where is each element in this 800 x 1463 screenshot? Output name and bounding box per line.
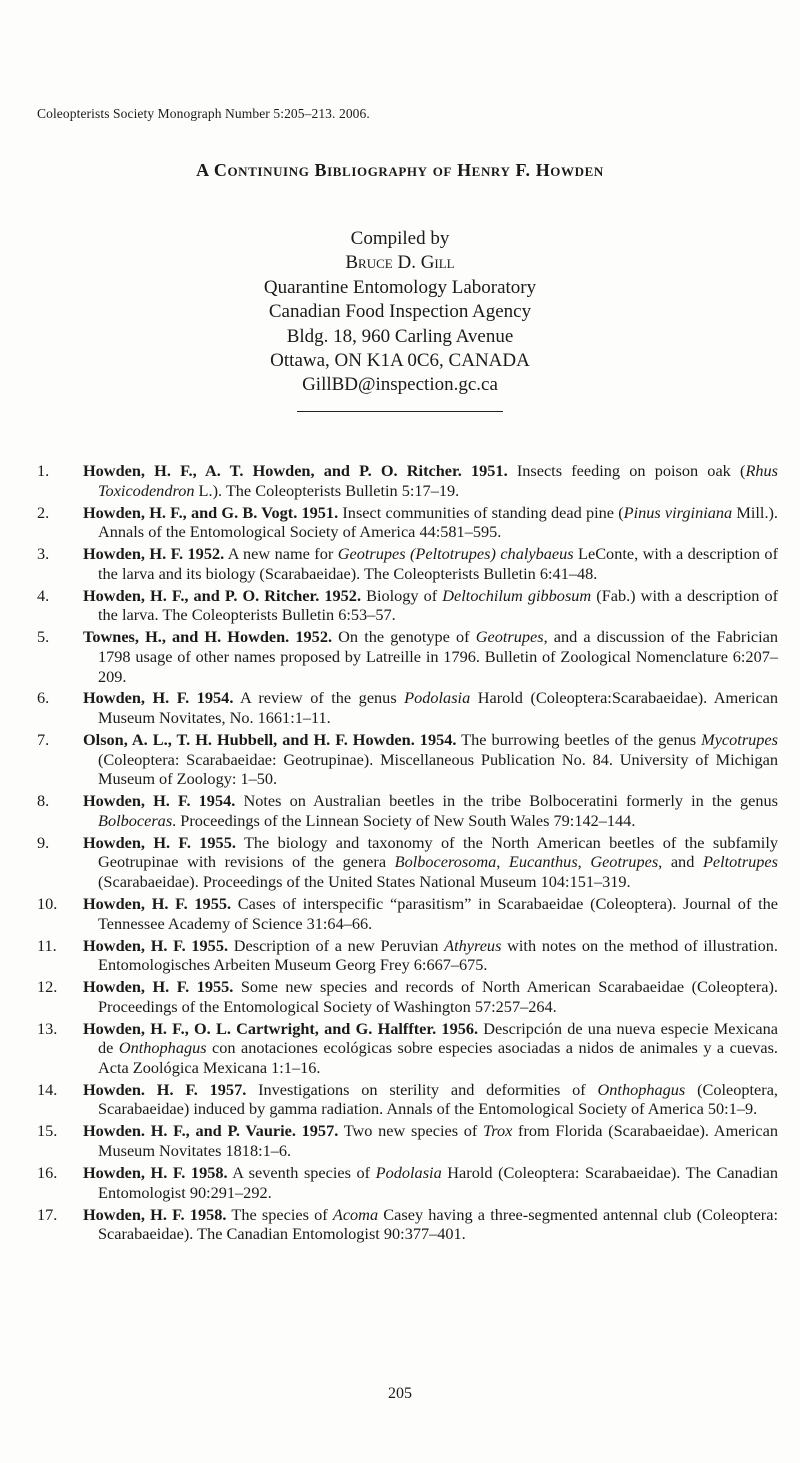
reference-number: 12. — [37, 977, 58, 997]
reference-authors-year: Howden, H. F., and G. B. Vogt. 1951. — [83, 502, 339, 522]
reference-text — [83, 977, 778, 1016]
reference-segment: Insects feeding on poison oak ( — [507, 461, 746, 480]
reference-segment: (Fab.) with a description of the larva. The Coleopterists Bulletin 6:53–57. — [98, 585, 779, 625]
reference-segment: The burrowing beetles of the genus — [456, 730, 702, 750]
reference-segment: , and a discussion of the Fabrician 1798 usage of other names proposed by Latreille in 1796. Bulletin of Zoological Nomenclature 6:207–209. — [98, 627, 778, 686]
reference-authors-year: Howden, H. F. 1958. — [83, 1163, 228, 1183]
reference-segment: Cases of interspecific “parasitism” in Scarabaeidae (Coleoptera). Journal of the Tennessee Academy of Science 31:64–66. — [98, 893, 778, 933]
reference-segment: Descripción de una nueva especie Mexicana de — [98, 1018, 778, 1058]
reference-segment: (Coleoptera, Scarabaeidae) induced by gamma radiation. Annals of the Entomological Society of America 50:1–9. — [98, 1079, 778, 1119]
reference-segment: , — [496, 852, 509, 872]
reference-segment: from Florida (Scarabaeidae). American Museum Novitates 1818:1–6. — [98, 1121, 778, 1161]
compiler-block — [0, 227, 800, 398]
reference-segment: The species of — [226, 1204, 333, 1224]
page-number: 205 — [388, 1385, 412, 1402]
reference-entry — [0, 791, 800, 830]
reference-authors-year: Olson, A. L., T. H. Hubbell, and H. F. Howden. 1954. — [83, 730, 457, 750]
reference-segment: A new name for — [224, 544, 338, 564]
reference-number: 11. — [37, 935, 57, 955]
reference-number: 9. — [37, 832, 50, 852]
reference-authors-year: Townes, H., and H. Howden. 1952. — [83, 627, 333, 647]
reference-segment: Investigations on sterility and deformities of — [246, 1079, 598, 1099]
reference-entry — [0, 936, 800, 975]
article-title: A Continuing Bibliography of Henry F. Howden — [196, 160, 604, 180]
reference-segment: . Proceedings of the Linnean Society of New South Wales 79:142–144. — [172, 810, 636, 830]
reference-text — [83, 833, 778, 892]
taxon-name: Podolasia — [375, 1163, 442, 1183]
reference-number: 15. — [37, 1121, 58, 1141]
reference-entry — [0, 894, 800, 933]
reference-text — [83, 461, 778, 500]
reference-text — [83, 1019, 778, 1078]
reference-text — [83, 730, 778, 789]
email-address: GillBD@inspection.gc.ca — [302, 374, 498, 396]
reference-entry — [0, 977, 800, 1016]
reference-segment: , and — [658, 852, 703, 872]
reference-segment: Description of a new Peruvian — [228, 935, 445, 955]
affiliation-line: Canadian Food Inspection Agency — [268, 301, 532, 323]
reference-number: 17. — [37, 1204, 58, 1224]
address-line: Bldg. 18, 960 Carling Avenue — [286, 325, 514, 347]
reference-text — [83, 586, 778, 625]
reference-number: 4. — [37, 585, 50, 605]
reference-authors-year: Howden, H. F. 1955. — [83, 832, 236, 852]
reference-authors-year: Howden, H. F., and P. O. Ritcher. 1952. — [83, 585, 362, 605]
taxon-name: Geotrupes — [475, 627, 544, 647]
taxon-name: Mycotrupes — [701, 730, 778, 750]
reference-authors-year: Howden. H. F. 1957. — [83, 1079, 247, 1099]
reference-authors-year: Howden, H. F. 1954. — [83, 791, 236, 811]
reference-text — [83, 627, 778, 686]
reference-number: 2. — [37, 502, 50, 522]
reference-segment: Some new species and records of North American Scarabaeidae (Coleoptera). Proceedings of the Entomological Society of Washington 57:257–264. — [98, 977, 778, 1016]
taxon-name: Onthophagus — [118, 1038, 207, 1058]
reference-authors-year: Howden, H. F. 1955. — [83, 935, 229, 955]
reference-segment: con anotaciones ecológicas sobre especies asociadas a nidos de animales y a cuevas. Acta Zoológica Mexicana 1:1–16. — [98, 1038, 778, 1077]
reference-segment: L.). The Coleopterists Bulletin 5:17–19. — [194, 480, 460, 500]
reference-segment: with notes on the method of illustration. Entomologisches Arbeiten Museum Georg Frey 6:667–675. — [98, 935, 778, 975]
taxon-name: Onthophagus — [597, 1079, 686, 1099]
reference-number: 1. — [37, 461, 50, 480]
compiler-name: Bruce D. Gill — [345, 252, 455, 274]
running-head: Coleopterists Society Monograph Number 5:205–213. 2006. — [37, 106, 370, 121]
reference-text — [83, 1080, 778, 1119]
reference-authors-year: Howden, H. F. 1955. — [83, 893, 232, 913]
taxon-name: Deltochilum gibbosum — [442, 585, 592, 605]
reference-number: 10. — [37, 893, 58, 913]
reference-authors-year: Howden, H. F., O. L. Cartwright, and G. Halffter. 1956. — [83, 1018, 479, 1038]
reference-segment: A review of the genus — [233, 688, 405, 708]
reference-entry — [0, 688, 800, 727]
taxon-name: Bolbocerosoma — [394, 852, 497, 872]
taxon-name: Podolasia — [404, 688, 471, 708]
reference-segment: , — [577, 852, 591, 872]
reference-number: 5. — [37, 627, 50, 647]
reference-entry — [0, 1121, 800, 1160]
taxon-name: Trox — [483, 1121, 513, 1141]
reference-number: 8. — [37, 791, 50, 811]
reference-segment: On the genotype of — [332, 627, 476, 647]
reference-entry — [0, 461, 800, 500]
reference-text — [83, 1205, 778, 1244]
taxon-name: Geotrupes (Peltotrupes) chalybaeus — [337, 544, 574, 564]
reference-segment: Harold (Coleoptera:Scarabaeidae). American Museum Novitates, No. 1661:1–11. — [98, 688, 778, 728]
taxon-name: Eucanthus — [508, 852, 578, 872]
reference-authors-year: Howden, H. F., A. T. Howden, and P. O. Ritcher. 1951. — [83, 461, 508, 480]
reference-number: 14. — [37, 1079, 58, 1099]
reference-entry — [0, 1080, 800, 1119]
reference-segment: Insect communities of standing dead pine ( — [338, 502, 624, 522]
reference-entry — [0, 1205, 800, 1244]
reference-entry — [0, 1163, 800, 1202]
address-line: Ottawa, ON K1A 0C6, CANADA — [270, 350, 530, 372]
reference-segment: Mill.). Annals of the Entomological Society of America 44:581–595. — [98, 502, 779, 542]
reference-list — [0, 461, 800, 1246]
reference-entry — [0, 833, 800, 892]
reference-number: 7. — [37, 730, 50, 750]
reference-text — [83, 1163, 778, 1202]
reference-authors-year: Howden, H. F. 1955. — [83, 977, 234, 997]
divider-rule — [297, 411, 503, 412]
reference-number: 6. — [37, 688, 50, 708]
taxon-name: Rhus Toxicodendron — [98, 461, 778, 500]
reference-segment: (Coleoptera: Scarabaeidae: Geotrupinae). Miscellaneous Publication No. 84. University of Michigan Museum of Zoology: 1–50. — [98, 749, 778, 789]
reference-segment: A seventh species of — [227, 1163, 376, 1183]
reference-text — [83, 688, 778, 727]
taxon-name: Acoma — [332, 1204, 379, 1224]
taxon-name: Athyreus — [444, 935, 502, 955]
reference-segment: LeConte, with a description of the larva and its biology (Scarabaeidae). The Coleopterists Bulletin 6:41–48. — [98, 544, 778, 583]
reference-text — [83, 894, 778, 933]
reference-entry — [0, 586, 800, 625]
reference-entry — [0, 503, 800, 542]
reference-text — [83, 503, 778, 542]
reference-entry — [0, 544, 800, 583]
reference-segment: Casey having a three-segmented antennal club (Coleoptera: Scarabaeidae). The Canadian Entomologist 90:377–401. — [98, 1204, 778, 1244]
reference-segment: Harold (Coleoptera: Scarabaeidae). The Canadian Entomologist 90:291–292. — [98, 1163, 778, 1202]
affiliation-line: Quarantine Entomology Laboratory — [263, 276, 537, 298]
compiled-by-label: Compiled by — [350, 228, 450, 249]
reference-text — [83, 936, 778, 975]
reference-entry — [0, 627, 800, 686]
reference-number: 3. — [37, 544, 50, 564]
reference-segment: The biology and taxonomy of the North American beetles of the subfamily Geotrupinae with revisions of the genera — [98, 832, 778, 872]
taxon-name: Peltotrupes — [702, 852, 778, 872]
reference-text — [83, 1121, 778, 1160]
taxon-name: Bolboceras — [98, 810, 173, 830]
reference-number: 13. — [37, 1018, 58, 1038]
reference-number: 16. — [37, 1163, 58, 1183]
reference-segment: Biology of — [361, 585, 443, 605]
reference-authors-year: Howden. H. F., and P. Vaurie. 1957. — [83, 1121, 339, 1141]
reference-text — [83, 791, 778, 830]
reference-entry — [0, 730, 800, 789]
reference-segment: Two new species of — [338, 1121, 484, 1141]
reference-segment: Notes on Australian beetles in the tribe Bolboceratini formerly in the genus — [235, 791, 778, 811]
reference-entry — [0, 1019, 800, 1078]
reference-authors-year: Howden, H. F. 1952. — [83, 544, 225, 564]
taxon-name: Geotrupes — [590, 852, 659, 872]
reference-segment: (Scarabaeidae). Proceedings of the United States National Museum 104:151–319. — [98, 872, 631, 891]
reference-text — [83, 544, 778, 583]
reference-authors-year: Howden, H. F. 1954. — [83, 688, 234, 708]
reference-authors-year: Howden, H. F. 1958. — [83, 1204, 227, 1224]
taxon-name: Pinus virginiana — [623, 502, 733, 522]
